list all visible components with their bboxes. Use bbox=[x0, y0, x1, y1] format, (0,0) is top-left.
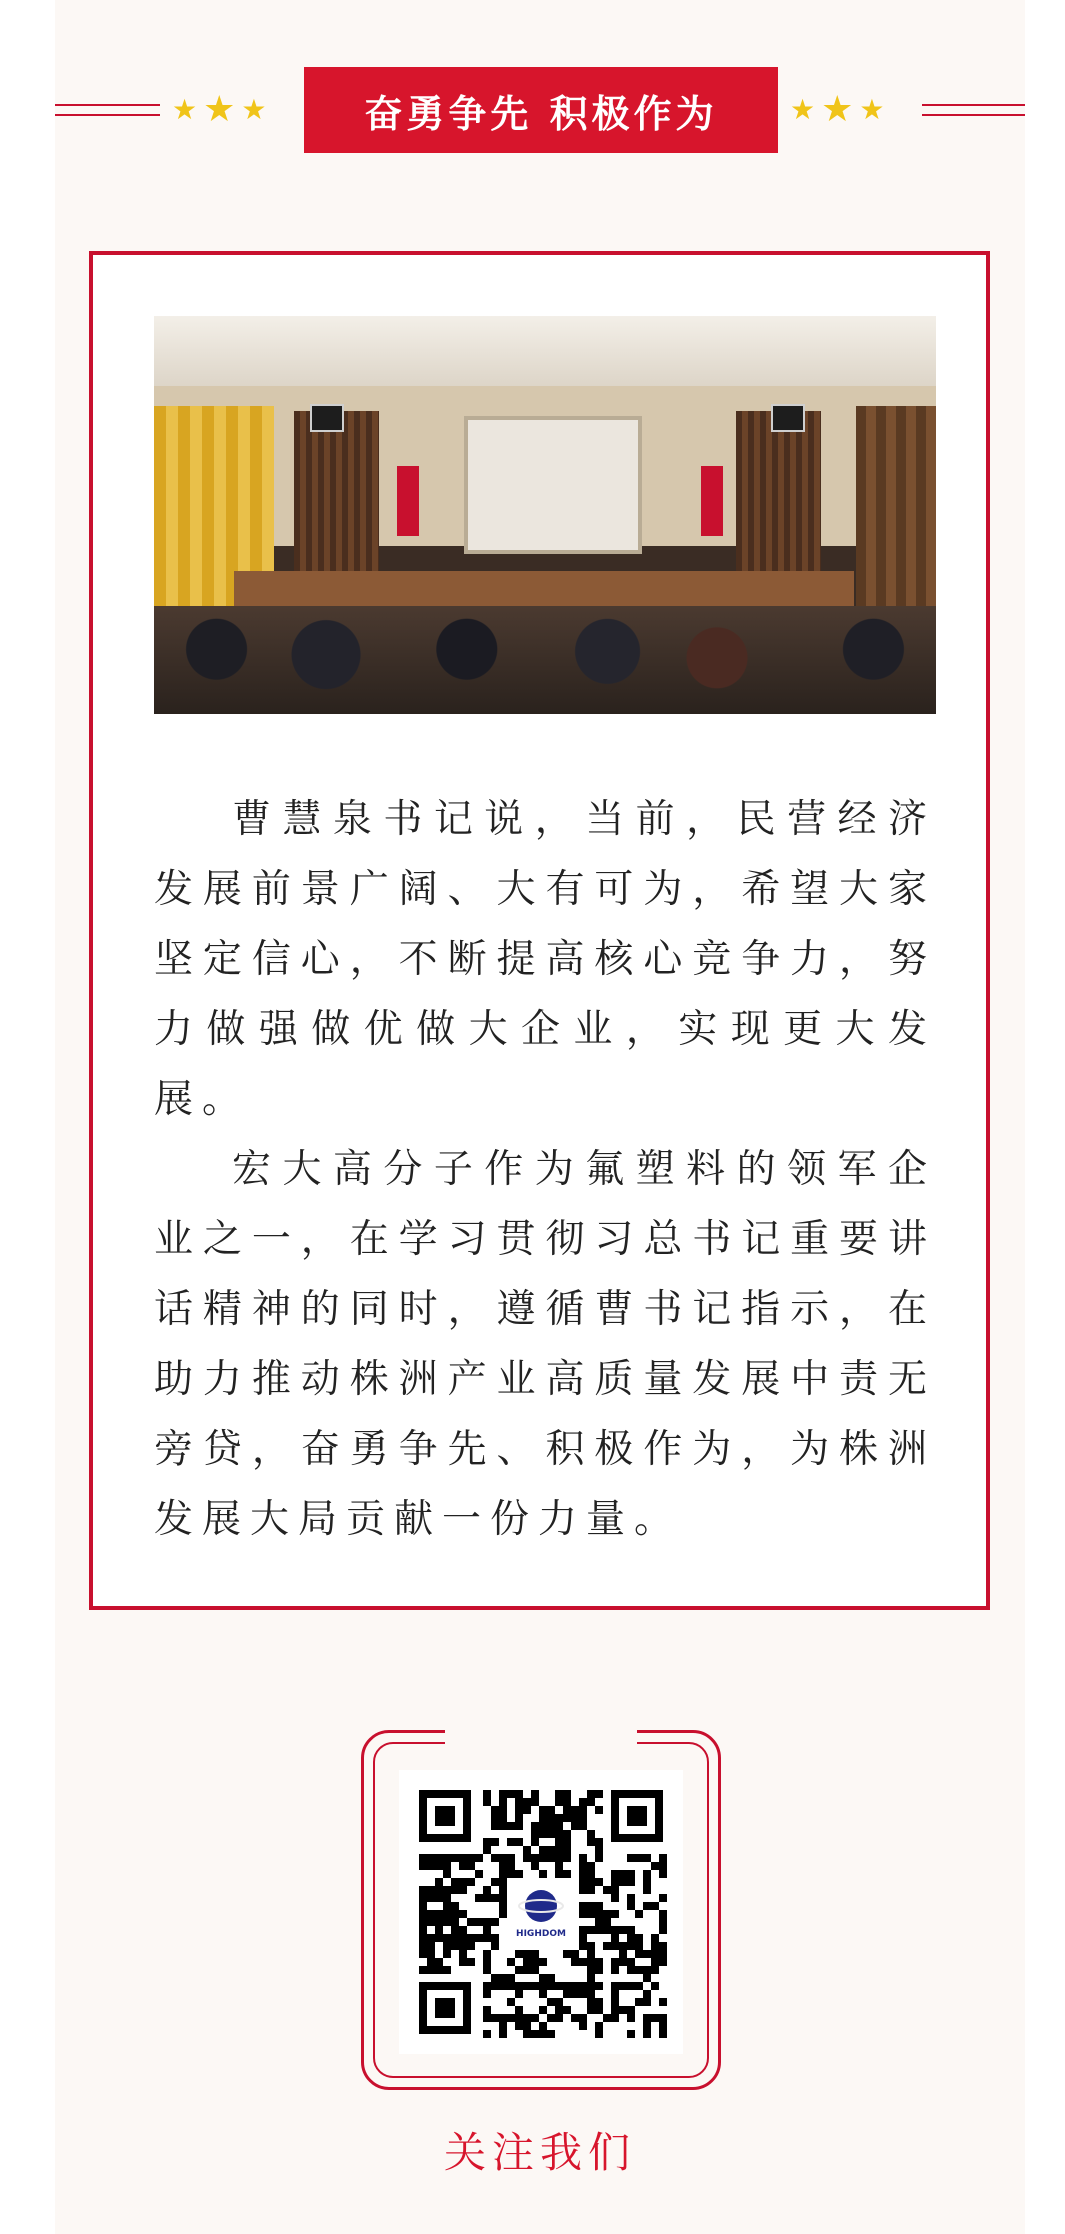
header-line-right-top bbox=[922, 104, 1025, 106]
header-line-right-bottom bbox=[922, 114, 1025, 116]
star-icon: ★ bbox=[203, 89, 236, 130]
banner-title: 奋勇争先 积极作为 bbox=[304, 67, 778, 153]
meeting-photo bbox=[154, 316, 936, 714]
star-icon: ★ bbox=[241, 93, 267, 126]
qr-logo-text: HIGHDOM bbox=[516, 1929, 566, 1939]
header-line-left-top bbox=[55, 104, 160, 106]
clock-icon bbox=[310, 404, 344, 432]
flag-icon bbox=[397, 466, 419, 536]
article-body bbox=[154, 785, 936, 1555]
qr-code-icon bbox=[399, 1770, 683, 2054]
article-card bbox=[89, 251, 990, 1610]
stars-right bbox=[790, 88, 885, 132]
article-paragraph: 曹慧泉书记说，当前，民营经济发展前景广阔、大有可为，希望大家坚定信心，不断提高核心竞争力，努力做强做优做大企业，实现更大发展。 bbox=[154, 797, 936, 1122]
stars-left bbox=[172, 88, 267, 132]
article-paragraph: 宏大高分子作为氟塑料的领军企业之一，在学习贯彻习总书记重要讲话精神的同时，遵循曹书记指示，在助力推动株洲产业高质量发展中责无旁贷，奋勇争先、积极作为，为株洲发展大局贡献一份力量。 bbox=[154, 1147, 936, 1542]
follow-us-label[interactable]: 关注我们 bbox=[443, 2128, 636, 2177]
header-line-left-bottom bbox=[55, 114, 160, 116]
star-icon: ★ bbox=[821, 89, 854, 130]
star-icon: ★ bbox=[172, 93, 198, 126]
star-icon: ★ bbox=[859, 93, 885, 126]
clock-icon bbox=[771, 404, 805, 432]
flag-icon bbox=[701, 466, 723, 536]
qr-code[interactable] bbox=[399, 1770, 683, 2054]
star-icon: ★ bbox=[790, 93, 816, 126]
